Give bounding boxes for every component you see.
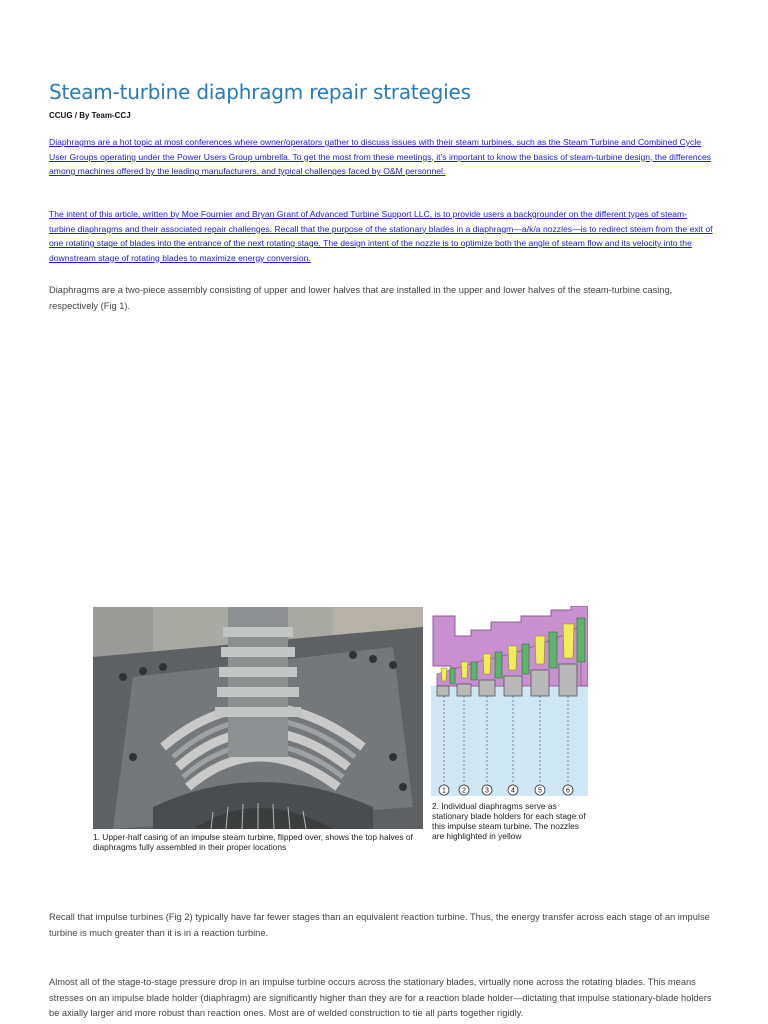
- stage-5-rotor-disk: [531, 670, 549, 696]
- stage-6-nozzle: [563, 624, 574, 658]
- stage-1-rotating-blade: [450, 668, 455, 684]
- body-paragraph-pressure-drop: Almost all of the stage-to-stage pressure drop in an impulse turbine occurs across the stationary blades, virtually none across the rotating blades. This means stresses on an impulse blade holder (diaphragm) are significantly higher than they are for a reaction blade holder—dictating that impulse stationary-blade holders be axially larger and more robust than reaction ones. Most are of welded construction to tie all parts together rigidly.: [49, 977, 712, 1018]
- article-title: Steam-turbine diaphragm repair strategies: [49, 80, 471, 104]
- stage-3-nozzle: [483, 654, 491, 674]
- stage-label-5: 5: [538, 787, 542, 795]
- intro-paragraph-link-1[interactable]: Diaphragms are a hot topic at most conferences where owner/operators gather to discuss issues with their steam turbines, such as the Steam Turbine and Combined Cycle User Groups operating under the Power Users Group umbrella. To get the most from these meetings, it’s important to know the basics of steam-turbine design, the differences among machines offered by the leading manufacturers, and typical challenges faced by O&M personnel.: [49, 137, 712, 176]
- stage-label-4: 4: [511, 787, 515, 795]
- stage-2-rotating-blade: [471, 662, 477, 680]
- steam-path-region: [431, 686, 588, 796]
- stage-2-nozzle: [461, 662, 468, 678]
- stage-1-nozzle: [441, 668, 447, 681]
- stage-4-rotating-blade: [522, 644, 529, 674]
- stage-2-rotor-disk: [457, 684, 471, 696]
- body-paragraph-impulse-turbines: Recall that impulse turbines (Fig 2) typically have far fewer stages than an equivalent reaction turbine. Thus, the energy transfer across each stage of an impulse turbine is much greater than it is in a reaction turbine.: [49, 912, 710, 938]
- stage-label-2: 2: [462, 787, 466, 795]
- stage-3-rotor-disk: [479, 680, 495, 696]
- stage-6-rotating-blade: [577, 618, 585, 662]
- stage-4-nozzle: [508, 646, 517, 670]
- stage-label-3: 3: [485, 787, 489, 795]
- stage-label-1: 1: [442, 787, 446, 795]
- intro-paragraph-link-2[interactable]: The intent of this article, written by Moe Fournier and Bryan Grant of Advanced Turbine Support LLC, is to provide users a backgrounder on the different types of steam-turbine diaphragms and their associated repair challenges. Recall that the purpose of the stationary blades in a diaphragm—a/k/a nozzles—is to redirect steam from the exit of one rotating stage of blades into the entrance of the next rotating stage. The design intent of the nozzle is to optimize both the angle of steam flow and its velocity into the downstream stage of rotating blades to maximize energy conversion.: [49, 209, 713, 263]
- stage-4-rotor-disk: [504, 676, 522, 696]
- stage-6-rotor-disk: [559, 664, 577, 696]
- fig2-diaphragm-diagram: [431, 606, 588, 796]
- stage-3-rotating-blade: [495, 652, 502, 678]
- fig1-turbine-casing-photo: [93, 607, 423, 829]
- turbine-casing-illustration: [93, 607, 423, 829]
- diaphragm-cross-section-svg: [431, 606, 588, 796]
- body-paragraph-diaphragm-assembly: Diaphragms are a two-piece assembly consisting of upper and lower halves that are installed in the upper and lower halves of the steam-turbine casing, respectively (Fig 1).: [49, 285, 673, 311]
- article-byline: CCUG / By Team-CCJ: [49, 111, 131, 120]
- fig2-caption: 2. Individual diaphragms serve as stationary blade holders for each stage of this impulse steam turbine. The nozzles are highlighted in yellow: [432, 801, 586, 841]
- stage-5-rotating-blade: [549, 632, 557, 668]
- stage-5-nozzle: [535, 636, 545, 664]
- fig1-caption: 1. Upper-half casing of an impulse steam turbine, flipped over, shows the top halves of diaphragms fully assembled in their proper locations: [93, 832, 413, 852]
- stage-label-6: 6: [566, 787, 570, 795]
- stage-1-rotor-disk: [437, 686, 449, 696]
